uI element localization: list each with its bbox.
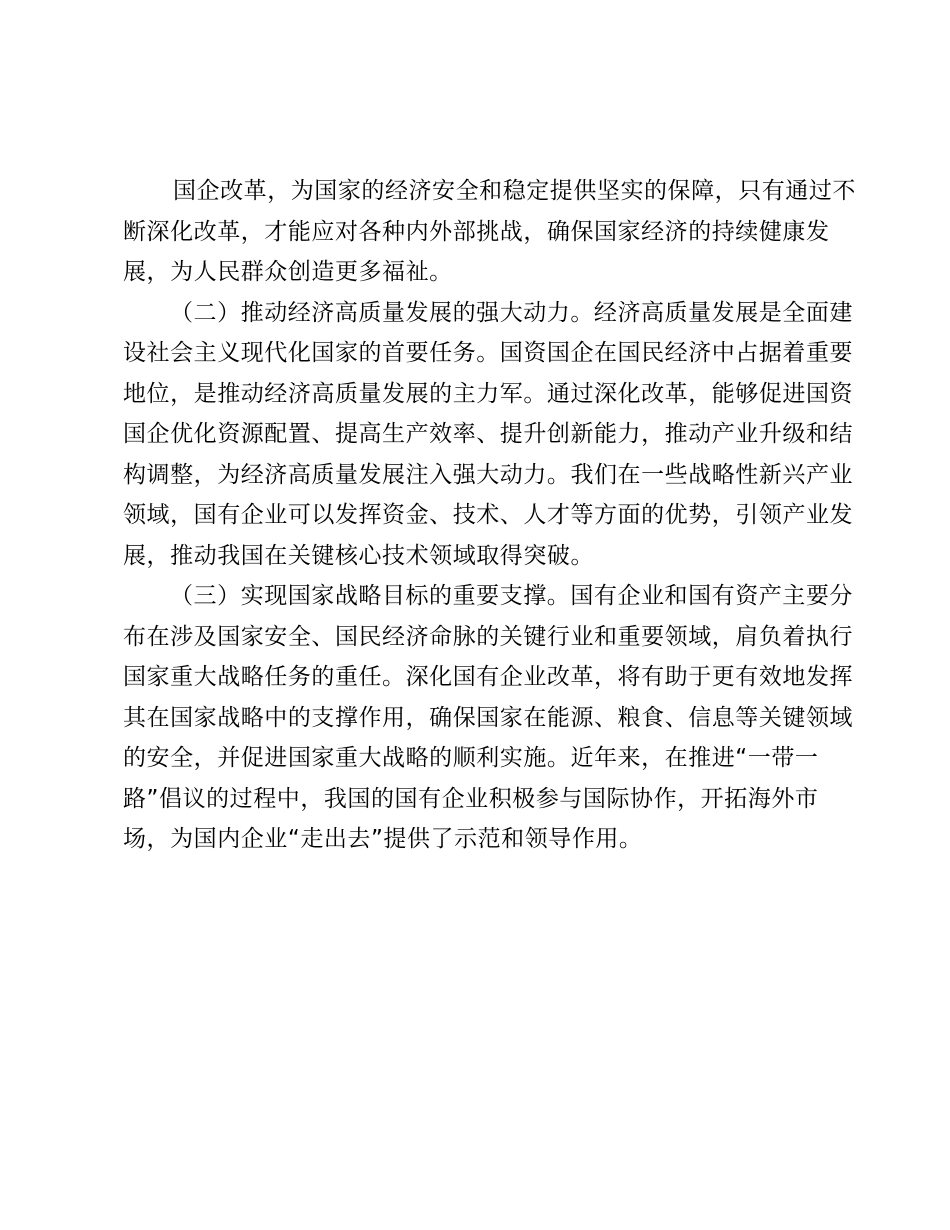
paragraph-economic-development: （二）推动经济高质量发展的强大动力。经济高质量发展是全面建设社会主义现代化国家的首要任务。国资国企在国民经济中占据着重要地位，是推动经济高质量发展的主力军。通过深化改革，能够促进国资国企优化资源配置、提高生产效率、提升创新能力，推动产业升级和结构调整，为经济高质量发展注入强大动力。我们在一些战略性新兴产业领域，国有企业可以发挥资金、技术、人才等方面的优势，引领产业发展，推动我国在关键核心技术领域取得突破。 (123, 299, 854, 569)
body-text (123, 171, 863, 860)
paragraph-reform-safeguard: 国企改革，为国家的经济安全和稳定提供坚实的保障，只有通过不断深化改革，才能应对各种内外部挑战，确保国家经济的持续健康发展，为人民群众创造更多福祉。 (123, 178, 856, 285)
paragraph-national-strategy: （三）实现国家战略目标的重要支撑。国有企业和国有资产主要分布在涉及国家安全、国民经济命脉的关键行业和重要领域，肩负着执行国家重大战略任务的重任。深化国有企业改革，将有助于更有效地发挥其在国家战略中的支撑作用，确保国家在能源、粮食、信息等关键领域的安全，并促进国家重大战略的顺利实施。近年来，在推进“一带一路”倡议的过程中，我国的国有企业积极参与国际协作，开拓海外市场，为国内企业“走出去”提供了示范和领导作用。 (123, 583, 854, 852)
